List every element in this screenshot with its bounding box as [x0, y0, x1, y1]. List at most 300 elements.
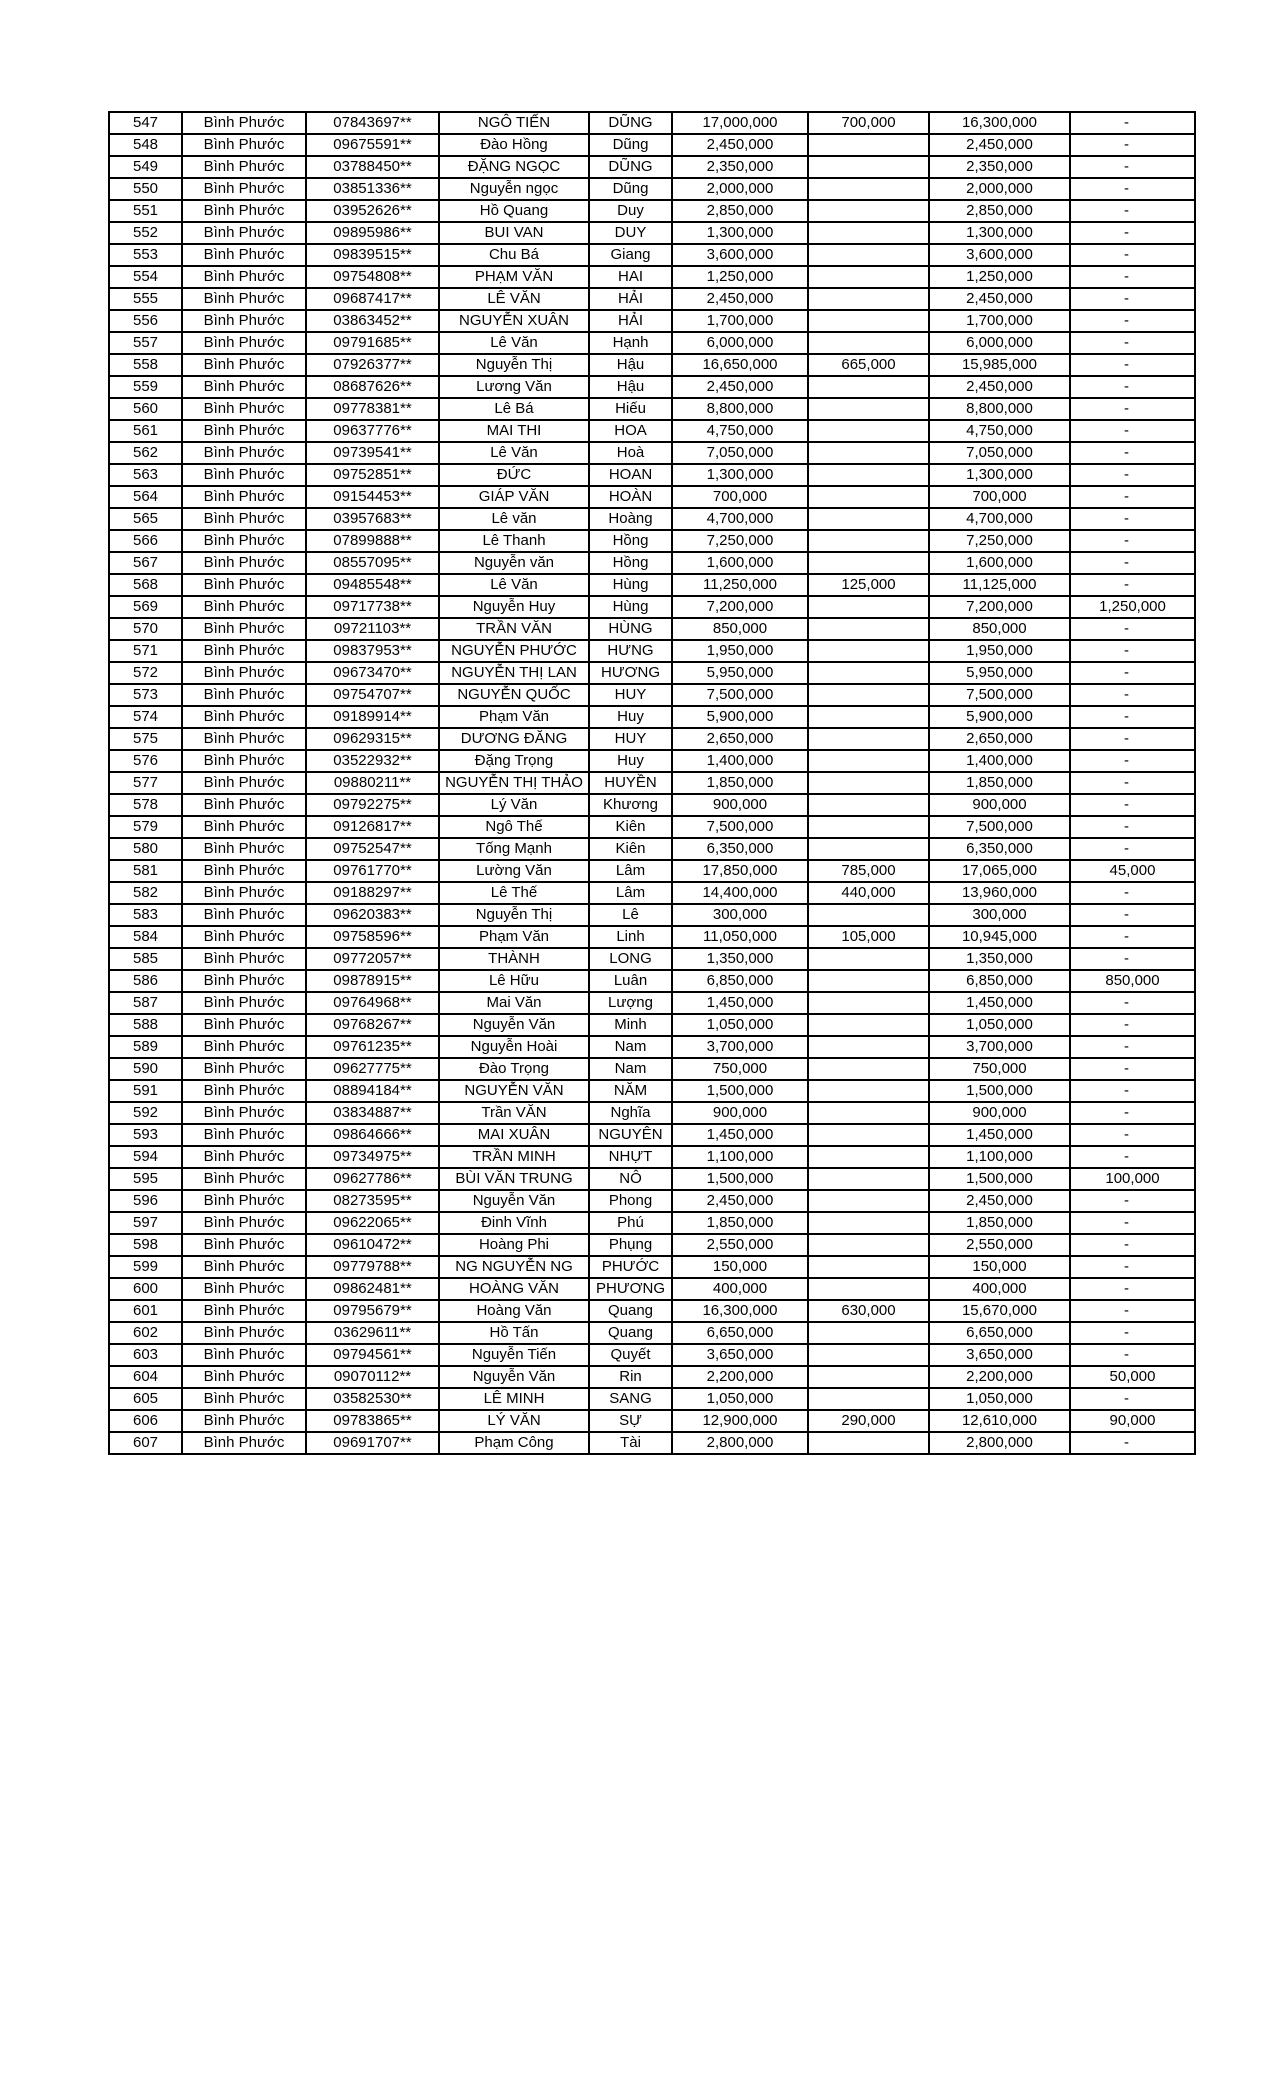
cell-province: Bình Phước	[182, 1410, 306, 1432]
cell-amount-deducted	[808, 596, 929, 618]
table-row	[109, 750, 1195, 772]
cell-province: Bình Phước	[182, 1322, 306, 1344]
cell-phone-masked: 07843697**	[306, 112, 439, 134]
cell-amount-extra: -	[1070, 640, 1195, 662]
cell-province: Bình Phước	[182, 992, 306, 1014]
cell-amount-total: 1,850,000	[672, 1212, 808, 1234]
cell-amount-net: 900,000	[929, 1102, 1070, 1124]
cell-first-name: LÊ MINH	[439, 1388, 589, 1410]
cell-row-number: 573	[109, 684, 182, 706]
cell-province: Bình Phước	[182, 948, 306, 970]
cell-province: Bình Phước	[182, 662, 306, 684]
cell-amount-extra: -	[1070, 200, 1195, 222]
cell-province: Bình Phước	[182, 882, 306, 904]
cell-last-name: NHỰT	[589, 1146, 672, 1168]
cell-first-name: Lê Hữu	[439, 970, 589, 992]
cell-row-number: 572	[109, 662, 182, 684]
cell-amount-extra: -	[1070, 112, 1195, 134]
cell-province: Bình Phước	[182, 1168, 306, 1190]
cell-amount-deducted	[808, 1058, 929, 1080]
table-row	[109, 706, 1195, 728]
cell-last-name: Nam	[589, 1058, 672, 1080]
cell-row-number: 604	[109, 1366, 182, 1388]
cell-amount-extra: -	[1070, 508, 1195, 530]
cell-amount-total: 400,000	[672, 1278, 808, 1300]
cell-first-name: Trần VĂN	[439, 1102, 589, 1124]
cell-last-name: SỰ	[589, 1410, 672, 1432]
cell-amount-deducted	[808, 200, 929, 222]
cell-amount-deducted	[808, 376, 929, 398]
table-row	[109, 1124, 1195, 1146]
cell-first-name: Hoàng Văn	[439, 1300, 589, 1322]
cell-first-name: Lương Văn	[439, 376, 589, 398]
cell-province: Bình Phước	[182, 860, 306, 882]
cell-province: Bình Phước	[182, 442, 306, 464]
table-row	[109, 1014, 1195, 1036]
cell-amount-extra: -	[1070, 156, 1195, 178]
cell-first-name: MAI THI	[439, 420, 589, 442]
cell-amount-net: 1,500,000	[929, 1168, 1070, 1190]
cell-first-name: Phạm Văn	[439, 926, 589, 948]
cell-amount-extra: -	[1070, 354, 1195, 376]
cell-last-name: Dũng	[589, 178, 672, 200]
cell-phone-masked: 09485548**	[306, 574, 439, 596]
cell-amount-net: 7,050,000	[929, 442, 1070, 464]
cell-province: Bình Phước	[182, 1190, 306, 1212]
cell-province: Bình Phước	[182, 596, 306, 618]
table-row	[109, 1366, 1195, 1388]
cell-phone-masked: 03851336**	[306, 178, 439, 200]
cell-amount-total: 1,700,000	[672, 310, 808, 332]
cell-amount-deducted	[808, 332, 929, 354]
table-row	[109, 640, 1195, 662]
cell-row-number: 581	[109, 860, 182, 882]
cell-amount-extra: -	[1070, 816, 1195, 838]
table-row	[109, 310, 1195, 332]
cell-phone-masked: 09795679**	[306, 1300, 439, 1322]
cell-amount-extra: 45,000	[1070, 860, 1195, 882]
cell-amount-extra: -	[1070, 1124, 1195, 1146]
cell-row-number: 599	[109, 1256, 182, 1278]
cell-amount-extra: -	[1070, 706, 1195, 728]
cell-amount-total: 150,000	[672, 1256, 808, 1278]
cell-amount-total: 12,900,000	[672, 1410, 808, 1432]
cell-amount-net: 6,350,000	[929, 838, 1070, 860]
table-row	[109, 926, 1195, 948]
cell-last-name: Phú	[589, 1212, 672, 1234]
cell-phone-masked: 09620383**	[306, 904, 439, 926]
cell-row-number: 550	[109, 178, 182, 200]
cell-last-name: Dũng	[589, 134, 672, 156]
table-row	[109, 530, 1195, 552]
cell-amount-net: 1,950,000	[929, 640, 1070, 662]
cell-amount-deducted	[808, 1190, 929, 1212]
cell-amount-deducted	[808, 1234, 929, 1256]
table-row	[109, 398, 1195, 420]
table-row	[109, 442, 1195, 464]
cell-amount-net: 3,700,000	[929, 1036, 1070, 1058]
cell-province: Bình Phước	[182, 398, 306, 420]
cell-amount-deducted	[808, 1256, 929, 1278]
cell-phone-masked: 09637776**	[306, 420, 439, 442]
cell-amount-net: 7,250,000	[929, 530, 1070, 552]
cell-phone-masked: 09070112**	[306, 1366, 439, 1388]
cell-amount-net: 1,450,000	[929, 1124, 1070, 1146]
cell-amount-net: 1,050,000	[929, 1388, 1070, 1410]
cell-province: Bình Phước	[182, 618, 306, 640]
cell-phone-masked: 09761770**	[306, 860, 439, 882]
cell-amount-total: 2,000,000	[672, 178, 808, 200]
cell-amount-net: 2,450,000	[929, 288, 1070, 310]
table-row	[109, 904, 1195, 926]
cell-amount-net: 1,050,000	[929, 1014, 1070, 1036]
data-table	[108, 111, 1196, 1455]
cell-amount-total: 750,000	[672, 1058, 808, 1080]
cell-row-number: 575	[109, 728, 182, 750]
cell-amount-net: 10,945,000	[929, 926, 1070, 948]
table-row	[109, 596, 1195, 618]
cell-amount-net: 4,700,000	[929, 508, 1070, 530]
cell-amount-total: 7,050,000	[672, 442, 808, 464]
cell-row-number: 607	[109, 1432, 182, 1454]
cell-phone-masked: 09792275**	[306, 794, 439, 816]
cell-first-name: Phạm Văn	[439, 706, 589, 728]
cell-first-name: NGUYỄN THỊ THẢO	[439, 772, 589, 794]
cell-amount-deducted	[808, 1124, 929, 1146]
cell-phone-masked: 09154453**	[306, 486, 439, 508]
cell-last-name: DUY	[589, 222, 672, 244]
table-row	[109, 1300, 1195, 1322]
cell-last-name: NGUYÊN	[589, 1124, 672, 1146]
cell-amount-extra: -	[1070, 948, 1195, 970]
cell-phone-masked: 09880211**	[306, 772, 439, 794]
cell-amount-extra: -	[1070, 530, 1195, 552]
cell-amount-net: 1,500,000	[929, 1080, 1070, 1102]
cell-last-name: PHƯỚC	[589, 1256, 672, 1278]
cell-amount-total: 2,450,000	[672, 1190, 808, 1212]
cell-amount-deducted	[808, 772, 929, 794]
cell-amount-extra: -	[1070, 750, 1195, 772]
cell-province: Bình Phước	[182, 552, 306, 574]
cell-amount-deducted	[808, 266, 929, 288]
cell-amount-deducted	[808, 662, 929, 684]
cell-last-name: Hoàng	[589, 508, 672, 530]
cell-province: Bình Phước	[182, 1344, 306, 1366]
cell-province: Bình Phước	[182, 134, 306, 156]
cell-last-name: HAI	[589, 266, 672, 288]
cell-province: Bình Phước	[182, 1080, 306, 1102]
cell-last-name: Huy	[589, 706, 672, 728]
cell-amount-deducted	[808, 178, 929, 200]
cell-amount-deducted	[808, 244, 929, 266]
cell-phone-masked: 09717738**	[306, 596, 439, 618]
cell-row-number: 570	[109, 618, 182, 640]
cell-amount-net: 400,000	[929, 1278, 1070, 1300]
cell-amount-extra: -	[1070, 222, 1195, 244]
cell-amount-total: 11,250,000	[672, 574, 808, 596]
cell-phone-masked: 03863452**	[306, 310, 439, 332]
cell-last-name: HẢI	[589, 288, 672, 310]
cell-first-name: Tống Mạnh	[439, 838, 589, 860]
cell-amount-net: 2,450,000	[929, 376, 1070, 398]
table-row	[109, 1432, 1195, 1454]
cell-amount-deducted	[808, 530, 929, 552]
cell-amount-deducted	[808, 310, 929, 332]
cell-province: Bình Phước	[182, 816, 306, 838]
cell-amount-total: 3,600,000	[672, 244, 808, 266]
cell-amount-extra: -	[1070, 794, 1195, 816]
cell-last-name: Nghĩa	[589, 1102, 672, 1124]
cell-last-name: HUYỀN	[589, 772, 672, 794]
cell-amount-deducted	[808, 1146, 929, 1168]
cell-amount-extra: -	[1070, 1322, 1195, 1344]
cell-first-name: NGUYỄN PHƯỚC	[439, 640, 589, 662]
cell-amount-net: 850,000	[929, 618, 1070, 640]
cell-last-name: Phụng	[589, 1234, 672, 1256]
cell-amount-total: 2,800,000	[672, 1432, 808, 1454]
cell-amount-deducted: 290,000	[808, 1410, 929, 1432]
cell-row-number: 556	[109, 310, 182, 332]
cell-amount-deducted	[808, 970, 929, 992]
cell-first-name: Lê Văn	[439, 332, 589, 354]
cell-amount-total: 300,000	[672, 904, 808, 926]
table-row	[109, 486, 1195, 508]
cell-last-name: Hồng	[589, 552, 672, 574]
cell-last-name: NĂM	[589, 1080, 672, 1102]
cell-phone-masked: 09189914**	[306, 706, 439, 728]
cell-amount-net: 1,850,000	[929, 1212, 1070, 1234]
cell-amount-extra: -	[1070, 1278, 1195, 1300]
cell-row-number: 563	[109, 464, 182, 486]
cell-last-name: Quang	[589, 1322, 672, 1344]
cell-first-name: BÙI VĂN TRUNG	[439, 1168, 589, 1190]
cell-amount-net: 5,900,000	[929, 706, 1070, 728]
cell-amount-extra: -	[1070, 1344, 1195, 1366]
cell-amount-extra: -	[1070, 442, 1195, 464]
cell-first-name: TRẦN MINH	[439, 1146, 589, 1168]
cell-first-name: Nguyễn Văn	[439, 1366, 589, 1388]
cell-phone-masked: 03522932**	[306, 750, 439, 772]
cell-row-number: 569	[109, 596, 182, 618]
cell-row-number: 576	[109, 750, 182, 772]
cell-first-name: BUI VAN	[439, 222, 589, 244]
cell-amount-net: 2,450,000	[929, 134, 1070, 156]
table-row	[109, 838, 1195, 860]
table-row	[109, 508, 1195, 530]
cell-amount-total: 2,450,000	[672, 288, 808, 310]
cell-province: Bình Phước	[182, 112, 306, 134]
cell-amount-total: 6,350,000	[672, 838, 808, 860]
cell-amount-extra: 850,000	[1070, 970, 1195, 992]
cell-amount-extra: -	[1070, 882, 1195, 904]
cell-row-number: 588	[109, 1014, 182, 1036]
cell-amount-extra: -	[1070, 266, 1195, 288]
table-row	[109, 1058, 1195, 1080]
cell-amount-total: 1,950,000	[672, 640, 808, 662]
cell-province: Bình Phước	[182, 728, 306, 750]
cell-first-name: NGUYỄN VĂN	[439, 1080, 589, 1102]
cell-last-name: Hậu	[589, 376, 672, 398]
table-row	[109, 354, 1195, 376]
cell-province: Bình Phước	[182, 574, 306, 596]
cell-first-name: Mai Văn	[439, 992, 589, 1014]
cell-amount-total: 850,000	[672, 618, 808, 640]
cell-amount-extra: -	[1070, 1234, 1195, 1256]
cell-row-number: 584	[109, 926, 182, 948]
cell-province: Bình Phước	[182, 750, 306, 772]
cell-province: Bình Phước	[182, 244, 306, 266]
cell-first-name: HOÀNG VĂN	[439, 1278, 589, 1300]
cell-amount-extra: -	[1070, 1300, 1195, 1322]
table-row	[109, 376, 1195, 398]
cell-amount-extra: -	[1070, 662, 1195, 684]
cell-first-name: THÀNH	[439, 948, 589, 970]
cell-amount-net: 3,650,000	[929, 1344, 1070, 1366]
cell-row-number: 557	[109, 332, 182, 354]
cell-row-number: 582	[109, 882, 182, 904]
cell-first-name: Nguyễn Hoài	[439, 1036, 589, 1058]
cell-amount-deducted	[808, 1366, 929, 1388]
cell-amount-deducted	[808, 794, 929, 816]
table-row	[109, 266, 1195, 288]
cell-amount-deducted	[808, 838, 929, 860]
cell-last-name: Hạnh	[589, 332, 672, 354]
cell-province: Bình Phước	[182, 904, 306, 926]
cell-amount-total: 1,600,000	[672, 552, 808, 574]
cell-row-number: 596	[109, 1190, 182, 1212]
cell-province: Bình Phước	[182, 1014, 306, 1036]
cell-province: Bình Phước	[182, 1432, 306, 1454]
cell-first-name: NGUYỄN QUỐC	[439, 684, 589, 706]
cell-amount-deducted	[808, 222, 929, 244]
table-row	[109, 1080, 1195, 1102]
cell-amount-total: 6,850,000	[672, 970, 808, 992]
cell-province: Bình Phước	[182, 1300, 306, 1322]
cell-amount-deducted	[808, 288, 929, 310]
cell-province: Bình Phước	[182, 222, 306, 244]
cell-amount-extra: -	[1070, 486, 1195, 508]
cell-amount-deducted	[808, 420, 929, 442]
cell-amount-deducted	[808, 706, 929, 728]
cell-amount-net: 4,750,000	[929, 420, 1070, 442]
cell-amount-extra: -	[1070, 838, 1195, 860]
table-row	[109, 816, 1195, 838]
cell-row-number: 547	[109, 112, 182, 134]
cell-province: Bình Phước	[182, 1212, 306, 1234]
cell-first-name: ĐẶNG NGỌC	[439, 156, 589, 178]
cell-amount-deducted	[808, 816, 929, 838]
cell-amount-deducted	[808, 1036, 929, 1058]
cell-amount-deducted	[808, 904, 929, 926]
cell-last-name: HÙNG	[589, 618, 672, 640]
table-row	[109, 1256, 1195, 1278]
table-row	[109, 1410, 1195, 1432]
cell-row-number: 602	[109, 1322, 182, 1344]
cell-phone-masked: 09721103**	[306, 618, 439, 640]
cell-last-name: Lâm	[589, 860, 672, 882]
cell-amount-extra: -	[1070, 1080, 1195, 1102]
table-row	[109, 574, 1195, 596]
cell-last-name: Rin	[589, 1366, 672, 1388]
cell-phone-masked: 03788450**	[306, 156, 439, 178]
cell-amount-extra: -	[1070, 1432, 1195, 1454]
cell-amount-extra: -	[1070, 310, 1195, 332]
cell-province: Bình Phước	[182, 1058, 306, 1080]
cell-row-number: 574	[109, 706, 182, 728]
cell-phone-masked: 09761235**	[306, 1036, 439, 1058]
cell-row-number: 578	[109, 794, 182, 816]
cell-last-name: Lượng	[589, 992, 672, 1014]
cell-amount-deducted	[808, 948, 929, 970]
cell-row-number: 558	[109, 354, 182, 376]
cell-province: Bình Phước	[182, 332, 306, 354]
cell-amount-total: 6,650,000	[672, 1322, 808, 1344]
cell-amount-net: 2,800,000	[929, 1432, 1070, 1454]
cell-last-name: PHƯƠNG	[589, 1278, 672, 1300]
cell-amount-total: 7,250,000	[672, 530, 808, 552]
cell-amount-net: 17,065,000	[929, 860, 1070, 882]
cell-first-name: Lê Văn	[439, 442, 589, 464]
cell-amount-deducted: 630,000	[808, 1300, 929, 1322]
cell-first-name: Phạm Công	[439, 1432, 589, 1454]
cell-amount-total: 2,650,000	[672, 728, 808, 750]
cell-amount-total: 700,000	[672, 486, 808, 508]
cell-amount-total: 1,500,000	[672, 1168, 808, 1190]
cell-amount-total: 2,850,000	[672, 200, 808, 222]
cell-row-number: 567	[109, 552, 182, 574]
cell-last-name: Luân	[589, 970, 672, 992]
cell-last-name: Hoà	[589, 442, 672, 464]
cell-first-name: GIÁP VĂN	[439, 486, 589, 508]
cell-first-name: Đào Trọng	[439, 1058, 589, 1080]
cell-first-name: NGUYỄN XUÂN	[439, 310, 589, 332]
cell-amount-total: 11,050,000	[672, 926, 808, 948]
cell-first-name: Lý Văn	[439, 794, 589, 816]
cell-amount-deducted	[808, 750, 929, 772]
cell-row-number: 583	[109, 904, 182, 926]
cell-phone-masked: 09739541**	[306, 442, 439, 464]
cell-phone-masked: 09772057**	[306, 948, 439, 970]
cell-province: Bình Phước	[182, 1036, 306, 1058]
cell-last-name: Hậu	[589, 354, 672, 376]
cell-phone-masked: 03629611**	[306, 1322, 439, 1344]
cell-amount-net: 6,000,000	[929, 332, 1070, 354]
cell-row-number: 564	[109, 486, 182, 508]
cell-amount-extra: -	[1070, 1146, 1195, 1168]
cell-phone-masked: 07899888**	[306, 530, 439, 552]
cell-amount-net: 1,250,000	[929, 266, 1070, 288]
cell-amount-net: 1,700,000	[929, 310, 1070, 332]
cell-amount-net: 5,950,000	[929, 662, 1070, 684]
cell-amount-net: 6,650,000	[929, 1322, 1070, 1344]
cell-province: Bình Phước	[182, 926, 306, 948]
cell-row-number: 579	[109, 816, 182, 838]
cell-last-name: HUY	[589, 728, 672, 750]
cell-amount-extra: -	[1070, 1388, 1195, 1410]
cell-amount-extra: -	[1070, 1102, 1195, 1124]
cell-row-number: 548	[109, 134, 182, 156]
cell-first-name: Nguyễn văn	[439, 552, 589, 574]
cell-phone-masked: 09734975**	[306, 1146, 439, 1168]
cell-amount-net: 1,400,000	[929, 750, 1070, 772]
cell-phone-masked: 09188297**	[306, 882, 439, 904]
cell-first-name: Lê Thanh	[439, 530, 589, 552]
cell-row-number: 559	[109, 376, 182, 398]
cell-row-number: 585	[109, 948, 182, 970]
table-row	[109, 552, 1195, 574]
cell-first-name: Đào Hồng	[439, 134, 589, 156]
cell-amount-net: 15,985,000	[929, 354, 1070, 376]
